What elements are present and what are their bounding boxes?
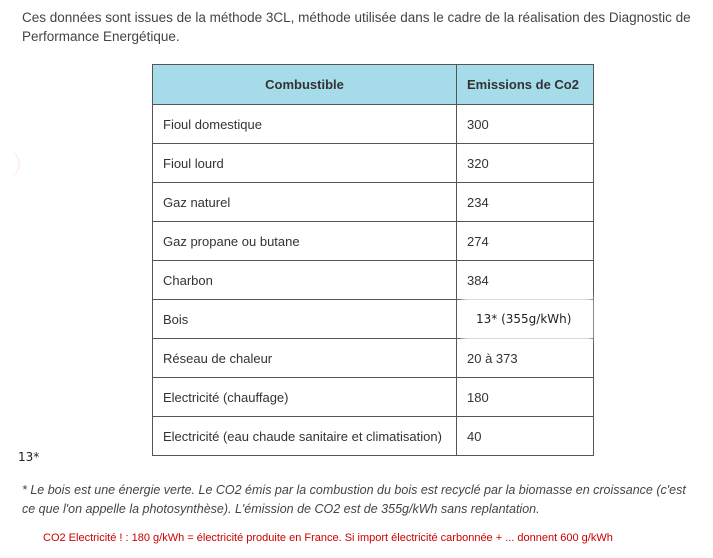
fuel-cell: Gaz propane ou butane <box>153 222 457 261</box>
header-combustible: Combustible <box>153 65 457 105</box>
bois-emission-overlay-text: 13* (355g/kWh) <box>476 312 572 326</box>
fuel-cell: Bois <box>153 300 457 339</box>
emission-cell: 274 <box>457 222 594 261</box>
decorative-swirl <box>0 150 20 178</box>
header-emissions: Emissions de Co2 <box>457 65 594 105</box>
fuel-cell: Réseau de chaleur <box>153 339 457 378</box>
emission-cell: 384 <box>457 261 594 300</box>
fuel-cell: Charbon <box>153 261 457 300</box>
table-row <box>153 261 594 300</box>
table-row <box>153 105 594 144</box>
emission-cell: 40 <box>457 417 594 456</box>
table-row <box>153 222 594 261</box>
table-header-row <box>153 65 594 105</box>
emissions-table <box>152 64 594 456</box>
wood-footnote: * Le bois est une énergie verte. Le CO2 émis par la combustion du bois est recyclé par la biomasse en croissance (c'est ce que l'on appelle la photosynthèse). L'émission de CO2 est de 355g/kWh sans replantation. <box>22 483 686 516</box>
emission-cell: 20 à 373 <box>457 339 594 378</box>
fuel-cell: Electricité (eau chaude sanitaire et climatisation) <box>153 417 457 456</box>
table-row <box>153 417 594 456</box>
table-row <box>153 144 594 183</box>
intro-paragraph: Ces données sont issues de la méthode 3CL, méthode utilisée dans le cadre de la réalisation des Diagnostic de Performance Energétique. <box>22 10 691 44</box>
emission-cell: 320 <box>457 144 594 183</box>
table-row <box>153 183 594 222</box>
emission-cell: 300 <box>457 105 594 144</box>
emission-cell: 234 <box>457 183 594 222</box>
stray-footnote-marker: 13* <box>18 450 40 464</box>
fuel-cell: Gaz naturel <box>153 183 457 222</box>
table-row <box>153 339 594 378</box>
table-row <box>153 378 594 417</box>
fuel-cell: Electricité (chauffage) <box>153 378 457 417</box>
bois-emission-overlay <box>465 300 589 338</box>
fuel-cell: Fioul lourd <box>153 144 457 183</box>
fuel-cell: Fioul domestique <box>153 105 457 144</box>
electricity-alert: CO2 Electricité ! : 180 g/kWh = électricité produite en France. Si import électricité carbonnée + ... donnent 600 g/kWh <box>43 532 613 544</box>
emission-cell: 180 <box>457 378 594 417</box>
